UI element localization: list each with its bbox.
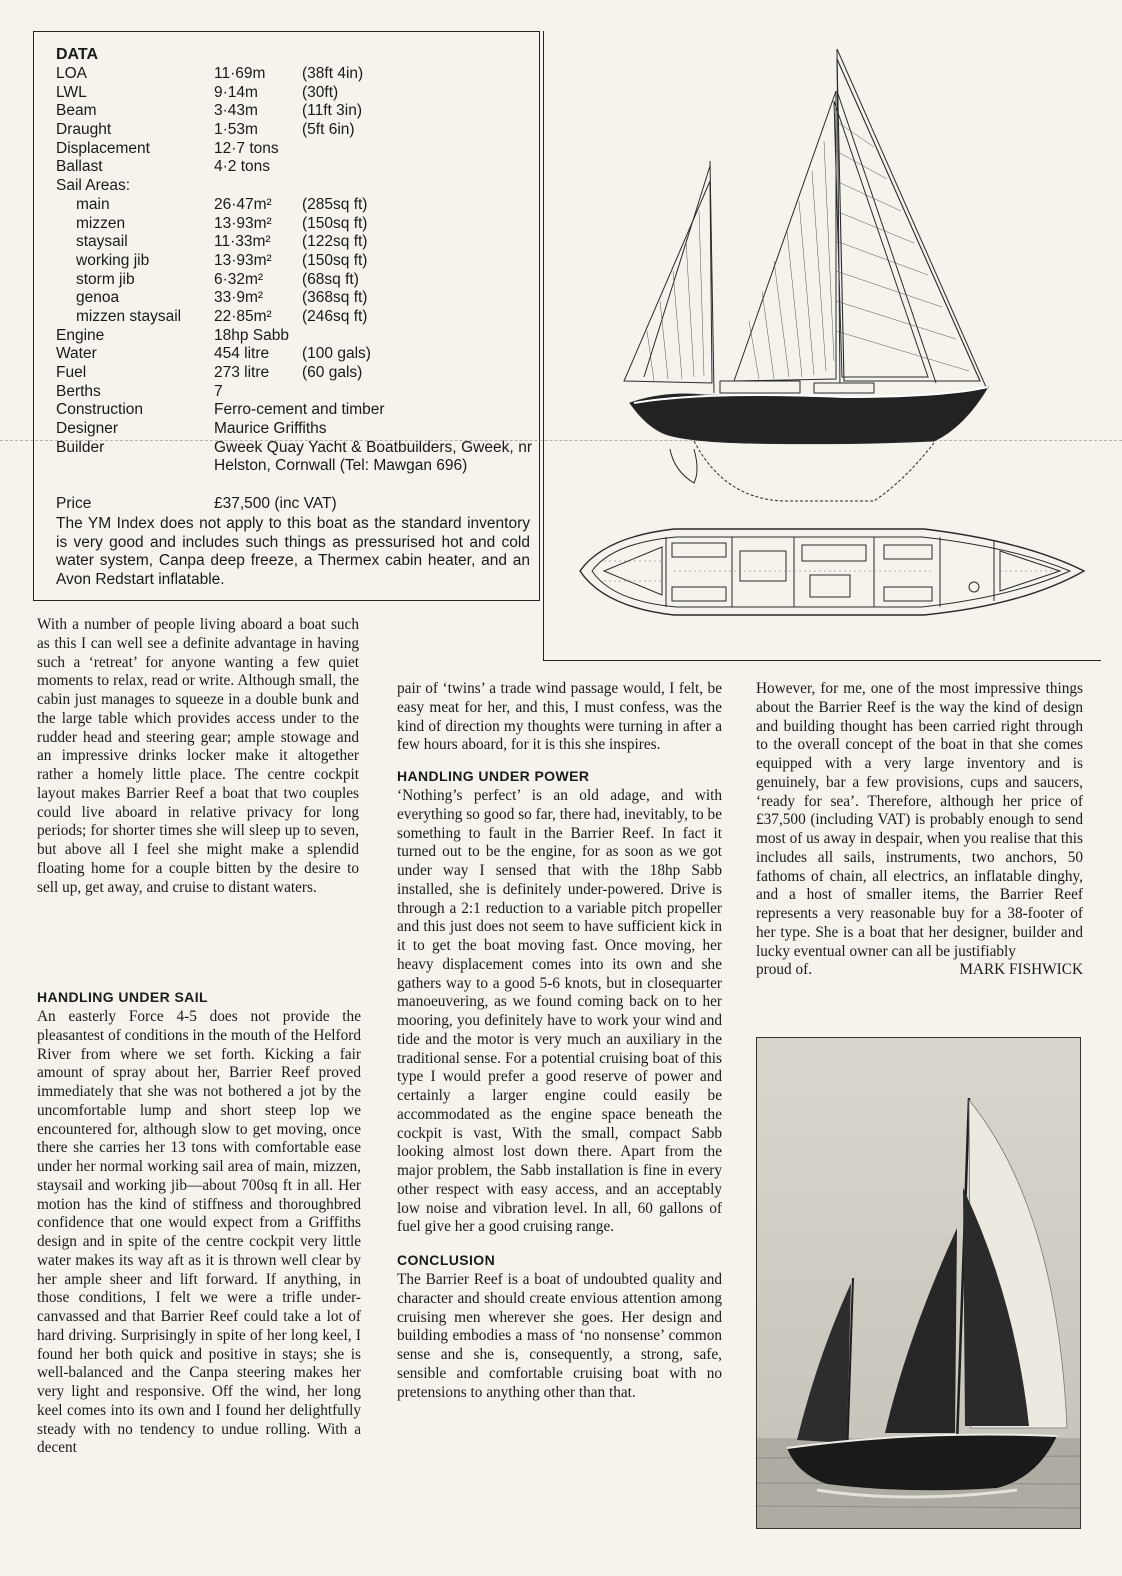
spec-label: storm jib bbox=[76, 270, 135, 288]
spec-label: LWL bbox=[56, 83, 87, 101]
spec-metric-value: 11·69m bbox=[214, 65, 266, 82]
spec-table bbox=[56, 65, 536, 513]
spec-row-price bbox=[56, 495, 536, 514]
spec-metric-value: 4·2 tons bbox=[214, 158, 271, 176]
index-note: The YM Index does not apply to this boat as the standard inventory is very good and includes such things as pressurised hot and cold water system, Canpa deep freeze, a Thermex cabin heater, and an Avon Redstart inflatable. bbox=[56, 515, 530, 589]
spec-label: Displacement bbox=[56, 139, 150, 157]
spec-imperial-value: (100 gals) bbox=[302, 345, 371, 363]
column-2 bbox=[397, 680, 722, 1402]
spec-row bbox=[56, 271, 536, 290]
spec-row bbox=[56, 252, 536, 271]
spec-row bbox=[56, 364, 536, 383]
spec-metric-value: 22·85m² bbox=[214, 307, 272, 325]
spec-value: Gweek Quay Yacht & Boatbuilders, Gweek, nr Helston, Cornwall (Tel: Mawgan 696) bbox=[214, 438, 532, 475]
spec-metric-value: 9·14m bbox=[214, 83, 258, 101]
spec-metric-value: 273 litre bbox=[214, 364, 270, 381]
spec-metric-value: 3·43m bbox=[214, 102, 258, 120]
spec-row bbox=[56, 327, 536, 346]
signoff bbox=[756, 961, 1083, 980]
spec-imperial-value: (38ft 4in) bbox=[302, 65, 364, 82]
spec-label: LOA bbox=[56, 65, 88, 82]
spec-label: Berths bbox=[56, 382, 101, 400]
section-heading-conclusion: CONCLUSION bbox=[397, 1252, 496, 1268]
spec-row bbox=[56, 233, 536, 252]
column-3 bbox=[756, 680, 1083, 980]
spec-imperial-value: (285sq ft) bbox=[302, 195, 368, 213]
section-heading-sail: HANDLING UNDER SAIL bbox=[37, 989, 208, 1005]
spec-label: Price bbox=[56, 494, 92, 512]
spec-row bbox=[56, 345, 536, 364]
spec-imperial-value: (368sq ft) bbox=[302, 289, 368, 307]
spec-metric-value: 454 litre bbox=[214, 345, 270, 363]
spec-metric-value bbox=[214, 177, 302, 196]
paragraph: The Barrier Reef is a boat of undoubted quality and character and should create envious attention among cruising men wherever she goes. Her design and building embodies a mass of ‘no nonsense’ common sense and she is, consequently, a strong, safe, sensible and comfortable cruising boat with no pretensions to anything other than that. bbox=[397, 1271, 722, 1401]
spec-row bbox=[56, 140, 536, 159]
spec-label: Beam bbox=[56, 102, 97, 120]
drawing-panel bbox=[543, 31, 1101, 661]
spec-label: working jib bbox=[76, 251, 150, 269]
paragraph: With a number of people living aboard a boat such as this I can well see a definite advantage in having such a ‘retreat’ for anyone wanting a few quiet moments to relax, read or write. Although small, the cabin just manages to squeeze in a double bunk and the large table which provides access under to the rudder head and steering gear; ample stowage and an impressive drinks locker make it altogether rather a homely little place. The centre cockpit layout makes Barrier Reef a boat that two couples could live aboard in relative privacy for long periods; for shorter times she will sleep up to seven, but above all I feel she might make a splendid floating home for a couple bitten by the desire to sell up, get away, and cruise to distant waters. bbox=[37, 616, 359, 896]
spec-value: £37,500 (inc VAT) bbox=[214, 494, 337, 512]
spec-label: Designer bbox=[56, 420, 119, 438]
column-1-sail bbox=[37, 988, 361, 1458]
spec-label: Ballast bbox=[56, 158, 103, 176]
spec-row bbox=[56, 102, 536, 121]
spec-row bbox=[56, 177, 536, 196]
spec-metric-value: 18hp Sabb bbox=[214, 326, 289, 344]
spec-row bbox=[56, 215, 536, 234]
ketch-photo bbox=[756, 1037, 1081, 1529]
spec-imperial-value: (11ft 3in) bbox=[302, 102, 363, 120]
spec-label: Construction bbox=[56, 401, 144, 419]
spec-row-construction bbox=[56, 401, 536, 420]
spec-imperial-value: (5ft 6in) bbox=[302, 121, 355, 139]
spec-imperial-value: (122sq ft) bbox=[302, 233, 368, 251]
spec-metric-value: 33·9m² bbox=[214, 289, 264, 307]
spec-row bbox=[56, 196, 536, 215]
spec-metric-value: 6·32m² bbox=[214, 270, 264, 288]
spec-imperial-value: (30ft) bbox=[302, 83, 339, 101]
spec-imperial-value: (150sq ft) bbox=[302, 214, 368, 232]
spec-label: main bbox=[76, 195, 110, 213]
spec-imperial-value: (60 gals) bbox=[302, 364, 363, 381]
spec-metric-value: 13·93m² bbox=[214, 251, 272, 269]
spec-row-builder bbox=[56, 439, 536, 495]
spec-metric-value: 12·7 tons bbox=[214, 139, 279, 157]
signoff-text: proud of. bbox=[756, 961, 813, 979]
spec-imperial-value: (150sq ft) bbox=[302, 251, 368, 269]
spec-row bbox=[56, 383, 536, 402]
ketch-under-sail-photo bbox=[757, 1038, 1080, 1528]
spec-metric-value: 26·47m² bbox=[214, 195, 272, 213]
spec-rows bbox=[56, 65, 536, 401]
spec-label: Builder bbox=[56, 438, 105, 456]
spec-imperial-value: (68sq ft) bbox=[302, 270, 359, 288]
spec-row bbox=[56, 65, 536, 84]
spec-label: Fuel bbox=[56, 364, 87, 381]
spec-value: Maurice Griffiths bbox=[214, 420, 327, 438]
spec-row bbox=[56, 84, 536, 103]
spec-metric-value: 7 bbox=[214, 382, 223, 400]
spec-row bbox=[56, 121, 536, 140]
section-heading-power: HANDLING UNDER POWER bbox=[397, 768, 590, 784]
spec-label: Sail Areas: bbox=[56, 177, 131, 195]
spec-metric-value: 11·33m² bbox=[214, 233, 271, 251]
spec-row bbox=[56, 289, 536, 308]
deck-layout bbox=[580, 529, 1084, 615]
spec-label: Engine bbox=[56, 326, 105, 344]
spec-label: Draught bbox=[56, 121, 112, 139]
spec-row bbox=[56, 158, 536, 177]
spec-row bbox=[56, 308, 536, 327]
spec-label: genoa bbox=[76, 289, 120, 307]
spec-metric-value: 13·93m² bbox=[214, 214, 272, 232]
sail-plan-drawing bbox=[544, 31, 1100, 659]
paragraph: pair of ‘twins’ a trade wind passage would, I felt, be easy meat for her, and this, I must confess, was the kind of direction my thoughts were turning in after a few hours aboard, for it is this she inspires. bbox=[397, 680, 722, 754]
paragraph: ‘Nothing’s perfect’ is an old adage, and with everything so good so far, there had, inevitably, to be something to fault in the Barrier Reef. In fact it turned out to be the engine, for as soon as we got under way I sensed that with the 18hp Sabb installed, she is definitely under-powered. Drive is through a 2:1 reduction to a variable pitch propeller and this just does not seem to have sufficient kick in it to get the boat moving fast. Once moving, her heavy displacement comes into its own and she gathers way to a good 5-6 knots, but in closequarter manoeuvering, as we found coming back on to her mooring, you definitely have to work your wind and tide and the motor is very much an auxiliary in the traditional sense. For a potential cruising boat of this type I would prefer a good reserve of power and certainly a larger engine could easily be accommodated as the engine space beneath the cockpit is vast, With the small, compact Sabb looking almost lost down there. Apart from the major problem, the Sabb installation is fine in every other respect with easy access, and an acceptably low noise and vibration level. In all, 60 gallons of fuel give her a good cruising range. bbox=[397, 787, 722, 1236]
spec-value: Ferro-cement and timber bbox=[214, 401, 385, 419]
paragraph: An easterly Force 4-5 does not provide the pleasantest of conditions in the mouth of the Helford River from where we set forth. Kicking a fair amount of spray about her, Barrier Reef proved immediately that she was not bothered a jot by the uncomfortable lump and short steep lop we encountered for, although slow to get moving, once there she carries her 13 tons with comfortable ease under her normal working sail area of main, mizzen, staysail and working jib—about 700sq ft in all. Her motion has the kind of stiffness and thoroughbred confidence that one would expect from a Griffiths design and in spite of the centre cockpit very little water makes its way aft as it is thrown well clear by her ample sheer and lift forward. If anything, in those conditions, I felt we were a trifle under-canvassed and that Barrier Reef could take a lot of hard driving. Surprisingly in spite of her long keel, I found her both quick and positive in stays; she is well-balanced and the Canpa steering makes her very light and responsive. Off the wind, her long keel comes into its own and I found her delightfully steady with no tendency to undue rolling. With a decent bbox=[37, 1008, 361, 1457]
spec-imperial-value: (246sq ft) bbox=[302, 307, 368, 325]
spec-label: Water bbox=[56, 345, 97, 363]
paragraph: However, for me, one of the most impressive things about the Barrier Reef is the way the kind of design and building thought has been carried right through to the overall concept of the boat in that she comes equipped with a very large inventory and is genuinely, bar a few provisions, cups and saucers, ‘ready for sea’. Therefore, although her price of £37,500 (including VAT) is probably enough to send most of us away in despair, when you realise that this includes all sails, instruments, two anchors, 50 fathoms of chain, all electrics, an inflatable dinghy, and a host of smaller items, the Barrier Reef represents a very reasonable buy for a 38-footer of her type. She is a boat that her designer, builder and lucky eventual owner can all be justifiably bbox=[756, 680, 1083, 960]
spec-label: mizzen staysail bbox=[76, 307, 182, 325]
spec-metric-value: 1·53m bbox=[214, 121, 258, 139]
spec-label: staysail bbox=[76, 233, 128, 251]
spec-row-designer bbox=[56, 420, 536, 439]
ketch-sail-plan bbox=[624, 49, 988, 501]
column-1-intro bbox=[37, 616, 359, 897]
spec-label: mizzen bbox=[76, 214, 126, 232]
author-name: MARK FISHWICK bbox=[959, 961, 1083, 979]
data-title: DATA bbox=[56, 46, 99, 63]
data-box bbox=[33, 31, 540, 601]
